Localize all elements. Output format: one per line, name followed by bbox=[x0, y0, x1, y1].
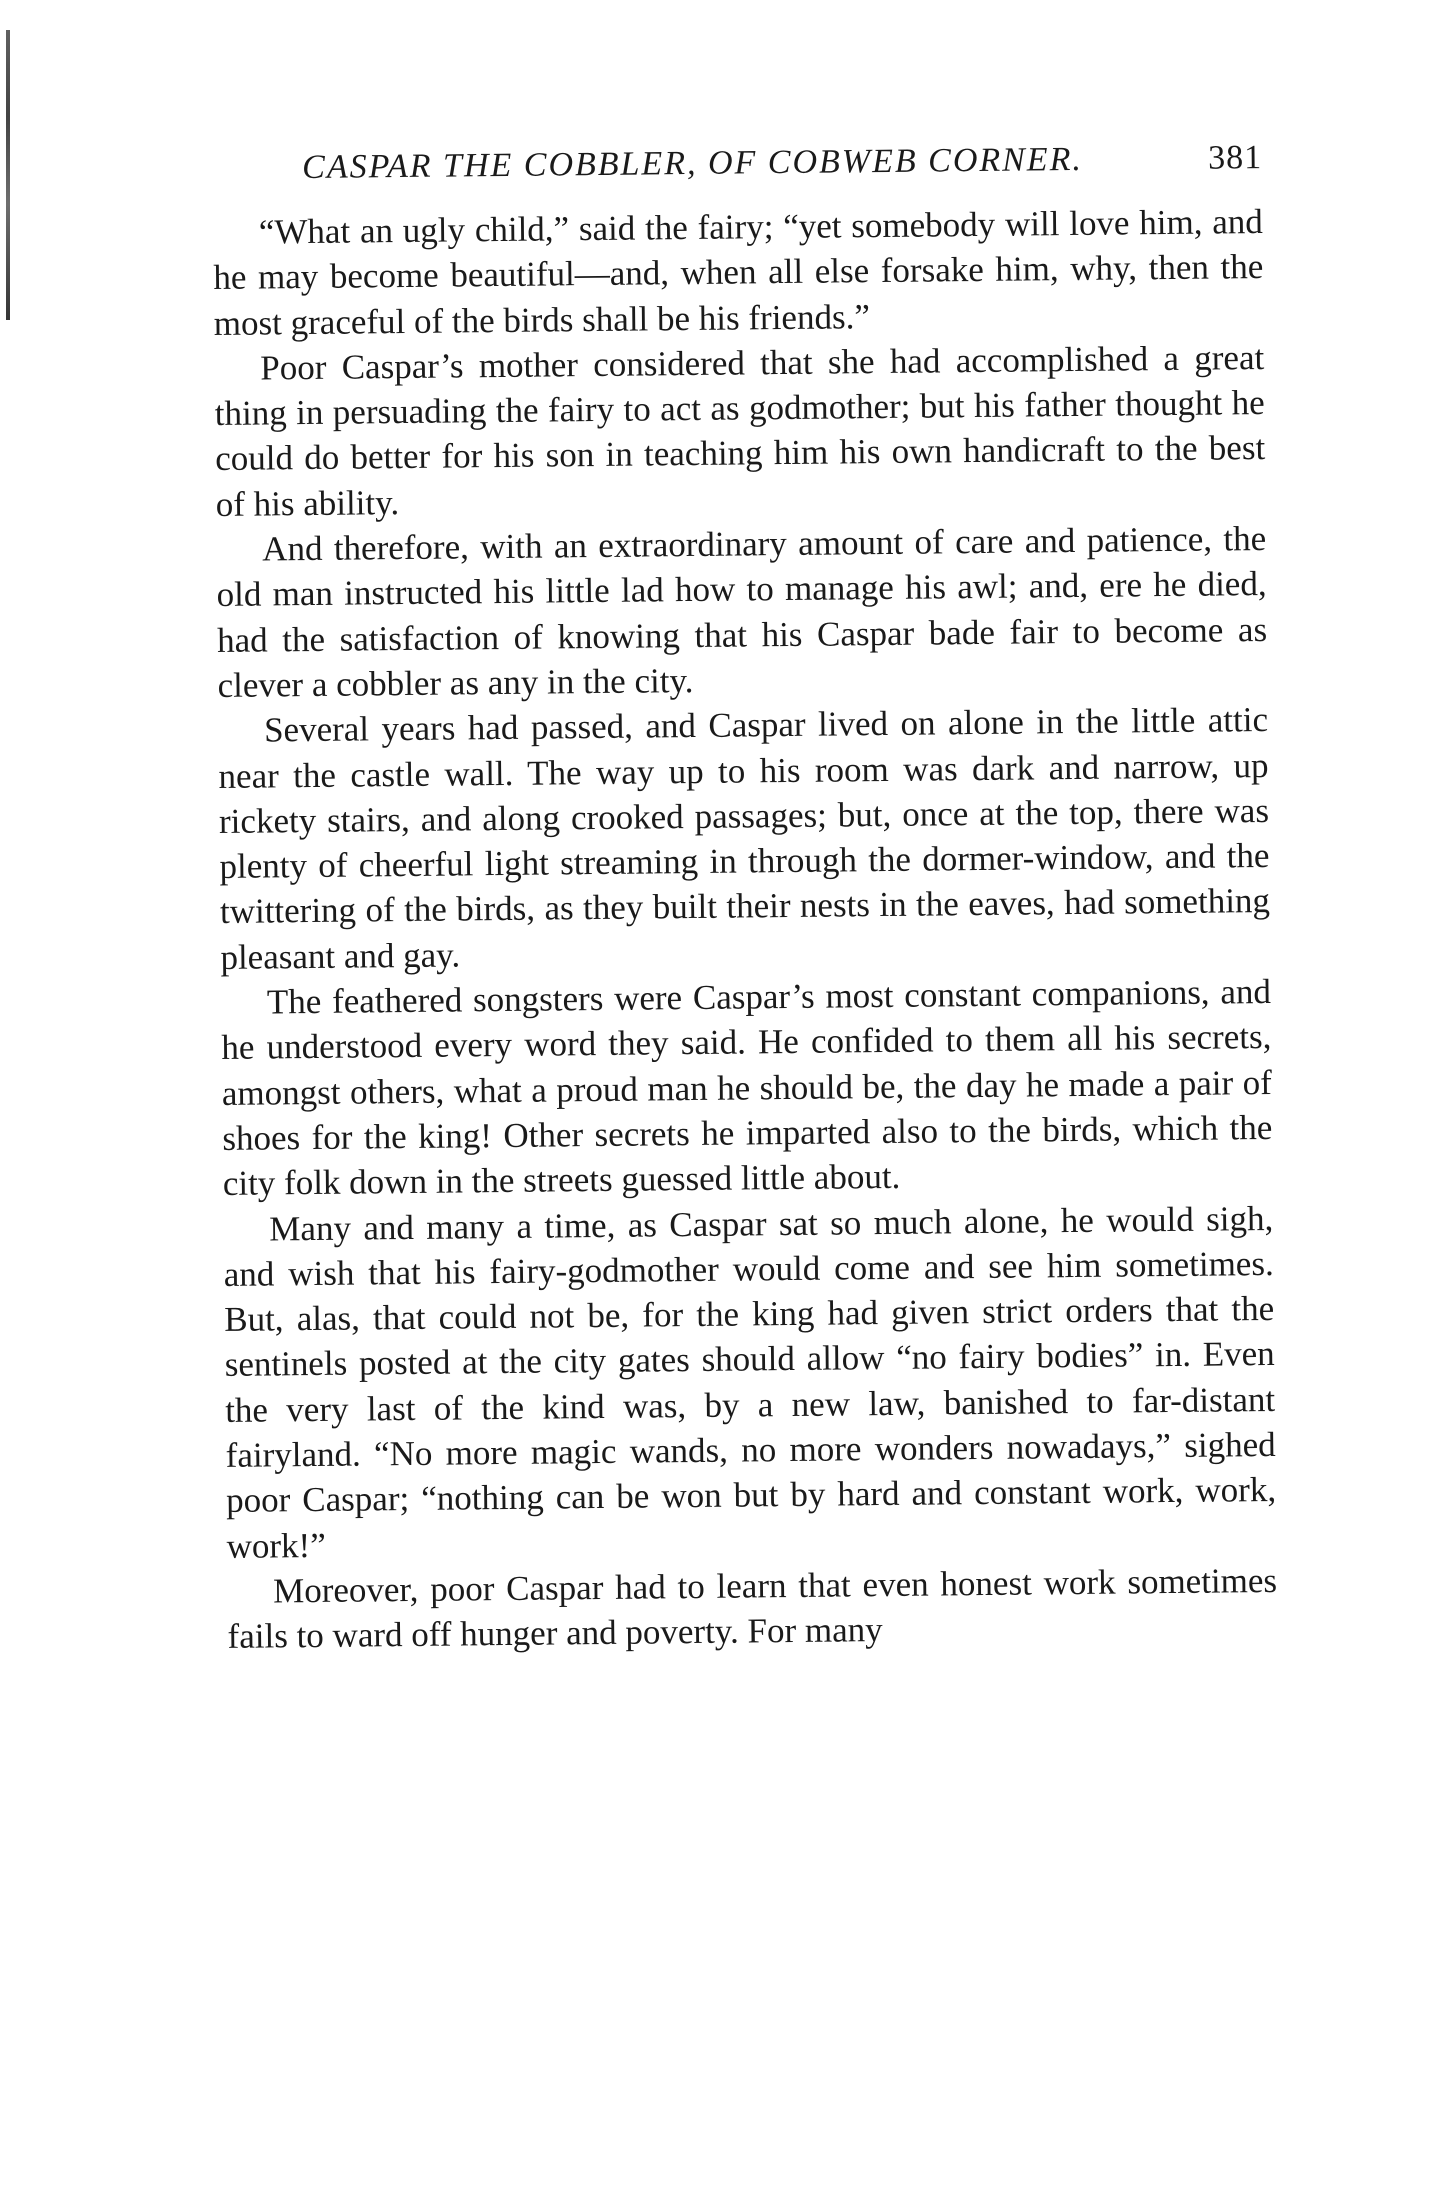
paragraph-3: And therefore, with an extraordinary amount of care and patience, the old man instructed his little lad how to manage his awl; and, ere he died, had the satisfaction of knowing that his Caspar bade fair to become as clever a cobbler as any in the city. bbox=[216, 519, 1268, 705]
paragraph-1: “What an ugly child,” said the fairy; “yet somebody will love him, and he may become beautiful—and, when all else forsake him, why, then the most graceful of the birds shall be his friends.” bbox=[213, 202, 1264, 343]
running-title: CASPAR THE COBBLER, OF COBWEB CORNER. bbox=[301, 140, 1084, 187]
paragraph-4: Several years had passed, and Caspar lived on alone in the little attic near the castle wall. The way up to his room was dark and narrow, up rickety stairs, and along crooked passages; but, once at the top, there was plenty of cheerful light streaming in through the dormer-window, and the twittering of the birds, as they built their nests in the eaves, had something pleasant and gay. bbox=[218, 700, 1271, 977]
paragraph-7: Moreover, poor Caspar had to learn that even honest work sometimes fails to ward off hunger and poverty. For many bbox=[227, 1560, 1278, 1657]
paragraph-6: Many and many a time, as Caspar sat so much alone, he would sigh, and wish that his fairy-godmother would come and see him sometimes. But, alas, that could not be, for the king had given strict orders that the sentinels posted at the city gates should allow “no fairy bodies” in. Even the very last of the kind was, by a new law, banished to far-distant fairyland. “No more magic wands, no more wonders nowadays,” sighed poor Caspar; “nothing can be won but by hard and constant work, work, work!” bbox=[223, 1198, 1277, 1566]
running-head bbox=[212, 139, 1262, 188]
binding-edge-mark bbox=[6, 30, 10, 320]
page-number: 381 bbox=[1207, 139, 1263, 177]
page-text-block bbox=[212, 139, 1278, 1659]
paragraph-2: Poor Caspar’s mother considered that she had accomplished a great thing in persuading the fairy to act as godmother; but his father thought he could do better for his son in teaching him his own handicraft to the best of his ability. bbox=[214, 337, 1266, 524]
paragraph-5: The feathered songsters were Caspar’s most constant companions, and he understood every word they said. He confided to them all his secrets, amongst others, what a proud man he should be, the day he made a pair of shoes for the king! Other secrets he imparted also to the birds, which the city folk down in the streets guessed little about. bbox=[221, 972, 1273, 1204]
